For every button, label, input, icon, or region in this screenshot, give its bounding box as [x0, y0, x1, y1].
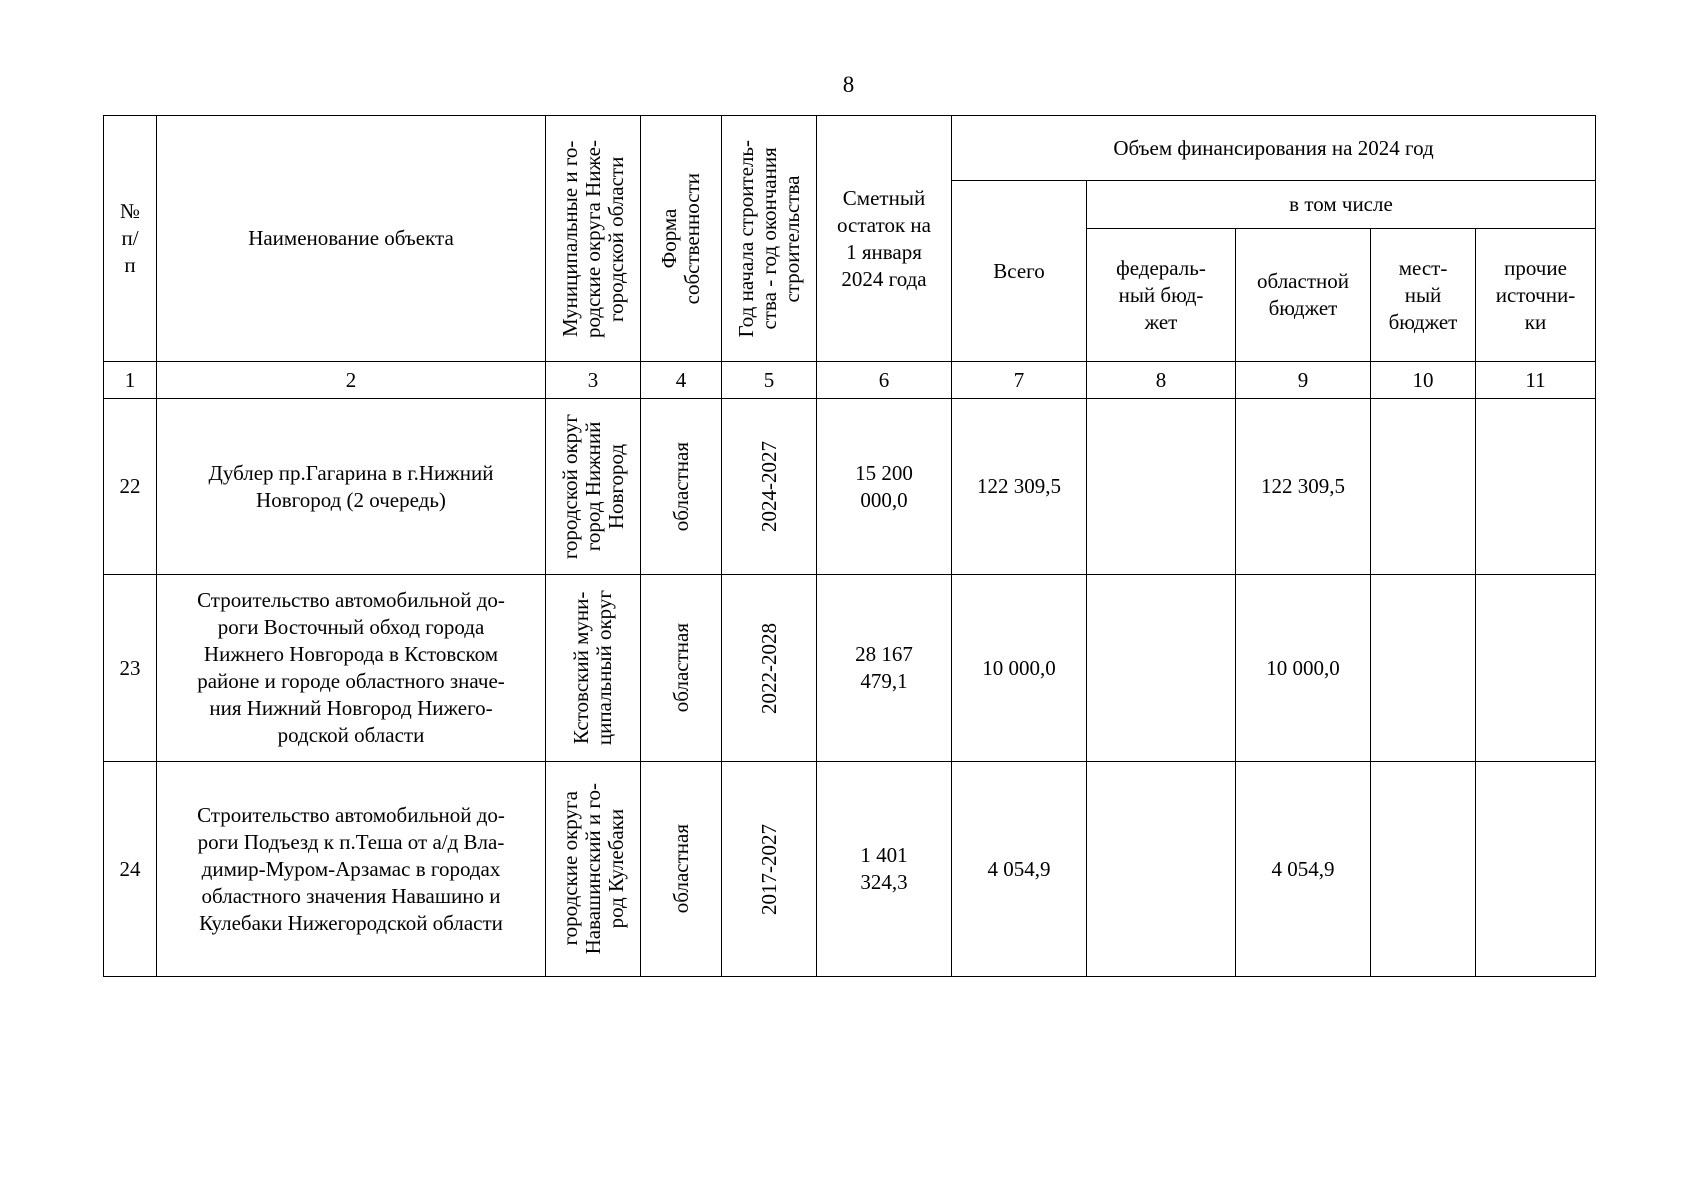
- header-years: Год начала строитель- ства - год окончания строительства: [722, 116, 817, 362]
- ownership: областная: [641, 399, 722, 575]
- column-number: 11: [1476, 362, 1596, 399]
- total-amount: 4 054,9: [952, 762, 1087, 977]
- object-name: Строительство автомобильной до- роги Восточный обход города Нижнего Новгорода в Кстовском районе и городе областного значе- ния Нижний Новгород Нижего- родской области: [157, 575, 546, 762]
- header-including: в том числе: [1087, 181, 1596, 229]
- header-ownership: Форма собственности: [641, 116, 722, 362]
- local-budget: [1371, 399, 1476, 575]
- municipality: городские округа Навашинский и го- род Кулебаки: [546, 762, 641, 977]
- column-number: 2: [157, 362, 546, 399]
- page-number: 8: [842, 72, 855, 97]
- header-row-1: [104, 116, 1596, 181]
- ownership: областная: [641, 575, 722, 762]
- column-number: 6: [817, 362, 952, 399]
- table-row: [104, 399, 1596, 575]
- construction-years: 2024-2027: [722, 399, 817, 575]
- header-object-name: Наименование объекта: [157, 116, 546, 362]
- regional-budget: 122 309,5: [1236, 399, 1371, 575]
- table-row: [104, 762, 1596, 977]
- estimate-remainder: 1 401 324,3: [817, 762, 952, 977]
- column-number: 8: [1087, 362, 1236, 399]
- municipality: городской округ город Нижний Новгород: [546, 399, 641, 575]
- construction-years: 2022-2028: [722, 575, 817, 762]
- estimate-remainder: 28 167 479,1: [817, 575, 952, 762]
- header-total: Всего: [952, 181, 1087, 362]
- local-budget: [1371, 762, 1476, 977]
- total-amount: 10 000,0: [952, 575, 1087, 762]
- column-number: 3: [546, 362, 641, 399]
- column-number: 7: [952, 362, 1087, 399]
- row-number: 23: [104, 575, 157, 762]
- column-number: 5: [722, 362, 817, 399]
- other-sources: [1476, 399, 1596, 575]
- column-numbers-row: [104, 362, 1596, 399]
- local-budget: [1371, 575, 1476, 762]
- ownership: областная: [641, 762, 722, 977]
- total-amount: 122 309,5: [952, 399, 1087, 575]
- column-number: 10: [1371, 362, 1476, 399]
- municipality: Кстовский муни- ципальный округ: [546, 575, 641, 762]
- table-row: [104, 575, 1596, 762]
- header-municipality: Муниципальные и го- родские округа Ниже- городской области: [546, 116, 641, 362]
- header-other: прочие источни- ки: [1476, 229, 1596, 362]
- header-financing: Объем финансирования на 2024 год: [952, 116, 1596, 181]
- other-sources: [1476, 762, 1596, 977]
- regional-budget: 4 054,9: [1236, 762, 1371, 977]
- object-name: Строительство автомобильной до- роги Подъезд к п.Теша от а/д Вла- димир-Муром-Арзамас в городах областного значения Навашино и Кулебаки Нижегородской области: [157, 762, 546, 977]
- other-sources: [1476, 575, 1596, 762]
- federal-budget: [1087, 575, 1236, 762]
- column-number: 9: [1236, 362, 1371, 399]
- header-regional: областной бюджет: [1236, 229, 1371, 362]
- row-number: 24: [104, 762, 157, 977]
- header-remainder: Сметный остаток на 1 января 2024 года: [817, 116, 952, 362]
- construction-years: 2017-2027: [722, 762, 817, 977]
- header-federal: федераль- ный бюд- жет: [1087, 229, 1236, 362]
- federal-budget: [1087, 399, 1236, 575]
- header-num: № п/ п: [104, 116, 157, 362]
- row-number: 22: [104, 399, 157, 575]
- federal-budget: [1087, 762, 1236, 977]
- header-local: мест- ный бюджет: [1371, 229, 1476, 362]
- estimate-remainder: 15 200 000,0: [817, 399, 952, 575]
- regional-budget: 10 000,0: [1236, 575, 1371, 762]
- column-number: 4: [641, 362, 722, 399]
- financing-table: [103, 115, 1596, 977]
- column-number: 1: [104, 362, 157, 399]
- object-name: Дублер пр.Гагарина в г.Нижний Новгород (2 очередь): [157, 399, 546, 575]
